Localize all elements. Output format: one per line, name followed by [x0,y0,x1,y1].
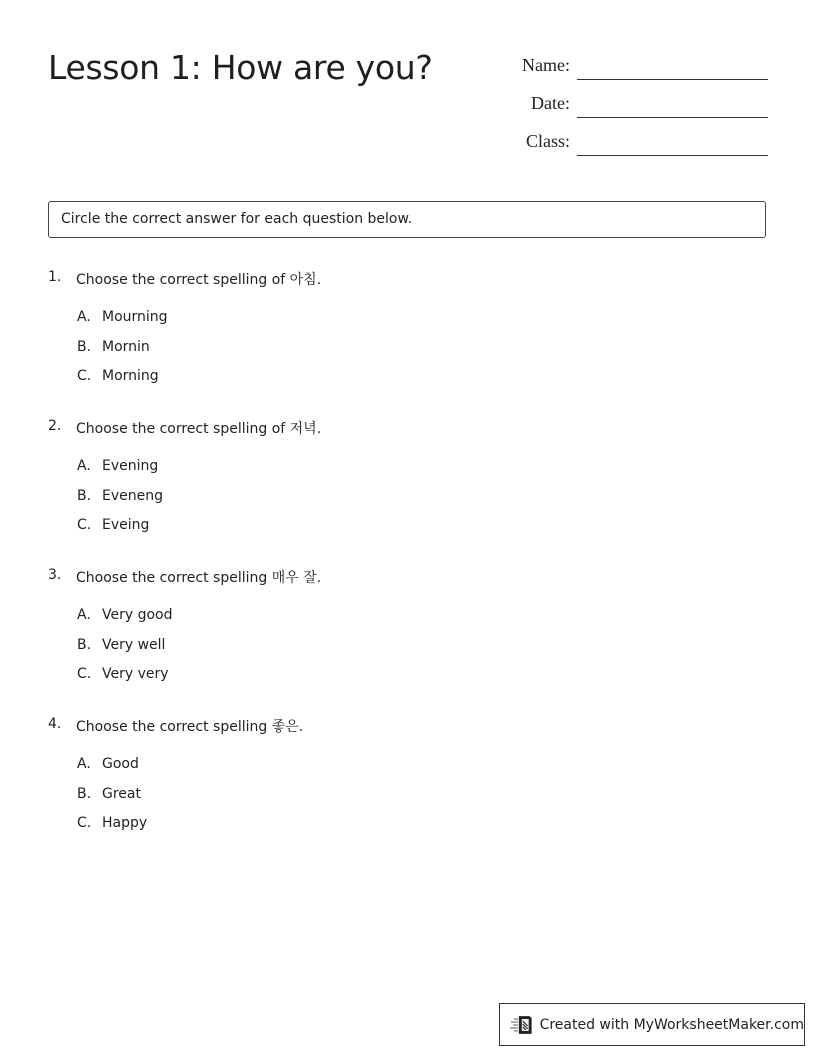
date-field [500,88,768,118]
footer-credit-text: Created with MyWorksheetMaker.com [539,1016,804,1033]
option-letter: A. [77,309,91,325]
option-text: Very well [102,637,166,653]
instructions-box: Circle the correct answer for each question below. [48,201,766,238]
question-number: 3. [48,567,62,583]
option-text: Evening [102,458,159,474]
option-letter: C. [77,666,92,682]
name-field [500,50,768,80]
option-letter: C. [77,517,92,533]
footer-credit-badge[interactable] [499,1003,805,1046]
option-letter: B. [77,786,92,802]
question-text: Choose the correct spelling of 아침. [76,272,322,288]
option-text: Eveneng [102,488,163,504]
option-text: Mourning [102,309,168,325]
option-letter: A. [77,458,91,474]
option-letter: C. [77,368,92,384]
class-field [500,126,768,156]
option-letter: B. [77,488,92,504]
option-text: Eveing [102,517,150,533]
name-label: Name: [522,55,570,75]
option-letter: A. [77,756,91,772]
class-label: Class: [525,131,570,151]
date-input-line[interactable] [577,117,768,118]
name-input-line[interactable] [577,79,768,80]
question-number: 4. [48,716,62,732]
option-text: Happy [102,815,148,831]
class-input-line[interactable] [577,155,768,156]
option-letter: A. [77,607,91,623]
option-text: Great [102,786,141,802]
question-number: 2. [48,418,62,434]
option-text: Morning [102,368,159,384]
question-text: Choose the correct spelling of 저녁. [76,421,322,437]
date-label: Date: [531,93,570,113]
option-text: Very very [102,666,169,682]
option-letter: B. [77,637,92,653]
option-text: Good [102,756,139,772]
page-title: Lesson 1: How are you? [48,48,433,87]
question-text: Choose the correct spelling 좋은. [76,719,304,735]
option-letter: B. [77,339,92,355]
question-number: 1. [48,269,62,285]
worksheet-maker-logo-icon [510,1014,534,1036]
option-text: Very good [102,607,173,623]
question-text: Choose the correct spelling 매우 잘. [76,570,322,586]
option-letter: C. [77,815,92,831]
option-text: Mornin [102,339,150,355]
